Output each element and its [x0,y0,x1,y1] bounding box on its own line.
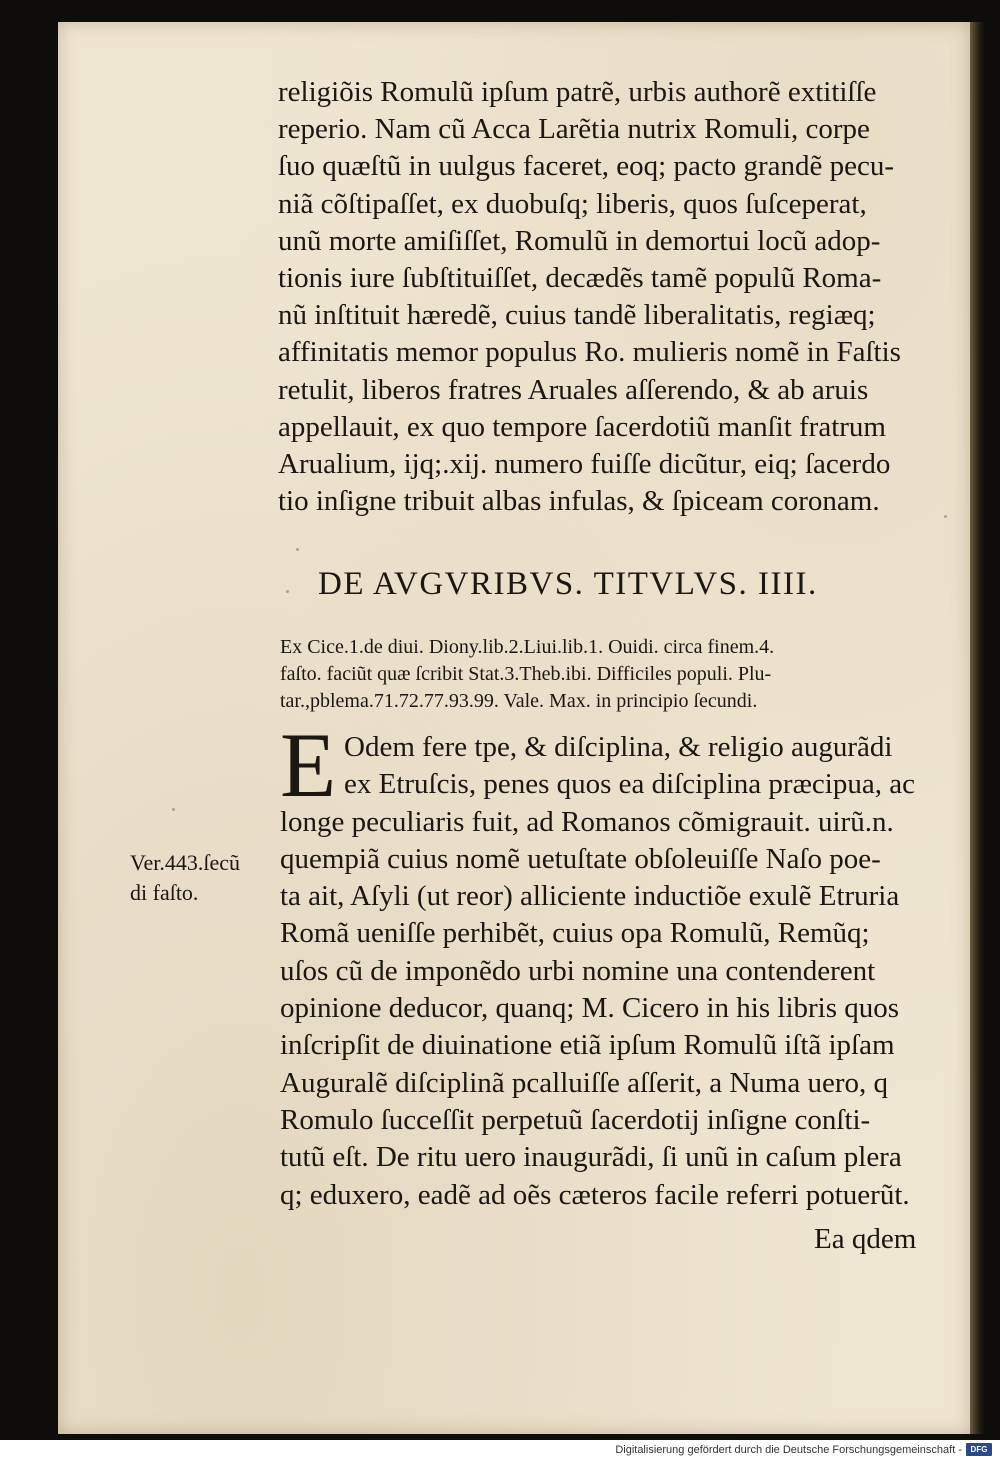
text-line: ſuo quæſtũ in uulgus faceret, eoq; pacto grandẽ pecu- [278,150,895,183]
margin-note-line: Ver.443.ſecũ [130,850,240,875]
text-line: appellauit, ex quo tempore ſacerdotiũ manſit fratrum [278,410,886,443]
ink-speck [286,590,289,593]
source-line: faſto. faciũt quæ ſcribit Stat.3.Theb.ibi. Difficiles populi. Plu- [280,663,772,685]
text-line: longe peculiaris fuit, ad Romanos cõmigrauit. uirũ.n. [280,805,894,838]
text-line: Arualium, ĳq;.xĳ. numero fuiſſe dicũtur, eiq; ſacerdo [278,447,891,480]
catchword: Ea qdem [814,1223,917,1255]
text-line: affinitatis memor populus Ro. mulieris nomẽ in Faſtis [278,336,901,369]
text-line: Auguralẽ diſciplinã pcalluiſſe aſſerit, a Numa uero, q [280,1066,888,1099]
footer-bar [0,1440,1000,1460]
text-line: Romulo ſucceſſit perpetuũ ſacerdotĳ inſigne conſti- [280,1103,871,1136]
paragraph-de-auguribus [280,714,956,1214]
text-line: q; eduxero, eadẽ ad oẽs cæteros facile referri potuerũt. [280,1178,910,1211]
text-line: tutũ eſt. De ritu uero inaugurãdi, ſi unũ in caſum plera [280,1141,902,1174]
source-line: Ex Cice.1.de diui. Diony.lib.2.Liui.lib.1. Ouidi. circa finem.4. [280,636,775,658]
source-references [280,634,956,715]
text-line: ex Etruſcis, penes quos ea diſciplina præcipua, ac [344,768,915,801]
ink-speck [172,808,175,811]
text-line: reperio. Nam cũ Acca Larẽtia nutrix Romuli, corpe [278,113,870,146]
text-line: unũ morte amiſiſſet, Romulũ in demortui locũ adop- [278,224,881,257]
section-heading: DE AVGVRIBVS. TITVLVS. IIII. [318,566,818,602]
text-line: Odem fere tpe, & diſciplina, & religio augurãdi [344,731,893,763]
margin-note [130,848,275,908]
text-line: opinione deducor, quanq; M. Cicero in his libris quos [280,992,900,1025]
margin-note-line: di faſto. [130,880,199,905]
footer-credit: Digitalisierung gefördert durch die Deutsche Forschungsgemeinschaft - [615,1444,962,1456]
text-line: religiõis Romulũ ipſum patrẽ, urbis authorẽ extitiſſe [278,76,877,108]
drop-cap-initial: E [280,714,337,816]
text-line: Romã ueniſſe perhibẽt, cuius opa Romulũ, Remũq; [280,917,870,950]
book-spine [970,22,984,1434]
text-line: nũ inſtituit hæredẽ, cuius tandẽ liberalitatis, regiæq; [278,299,876,332]
text-line: niã cõſtipaſſet, ex duobuſq; liberis, quos ſuſceperat, [278,187,867,220]
text-line: tionis iure ſubſtituiſſet, decædẽs tamẽ populũ Roma- [278,261,882,294]
text-line: quempiã cuius nomẽ uetuſtate obſoleuiſſe Naſo poe- [280,842,881,875]
source-line: tar.,pblema.71.72.77.93.99. Vale. Max. in principio ſecundi. [280,690,758,712]
text-line: tio inſigne tribuit albas infulas, & ſpiceam coronam. [278,485,880,518]
paragraph-augures-fratres-aruales [278,74,954,520]
dfg-logo-icon: DFG [966,1443,992,1456]
text-line: retulit, liberos fratres Aruales aſſerendo, & ab aruis [278,373,869,406]
ink-speck [296,548,299,551]
text-line: ta ait, Aſyli (ut reor) alliciente inductiõe exulẽ Etruria [280,880,900,913]
text-line: inſcripſit de diuinatione etiã ipſum Romulũ iſtã ipſam [280,1029,895,1062]
text-line: uſos cũ de imponẽdo urbi nomine una contenderent [280,954,876,987]
